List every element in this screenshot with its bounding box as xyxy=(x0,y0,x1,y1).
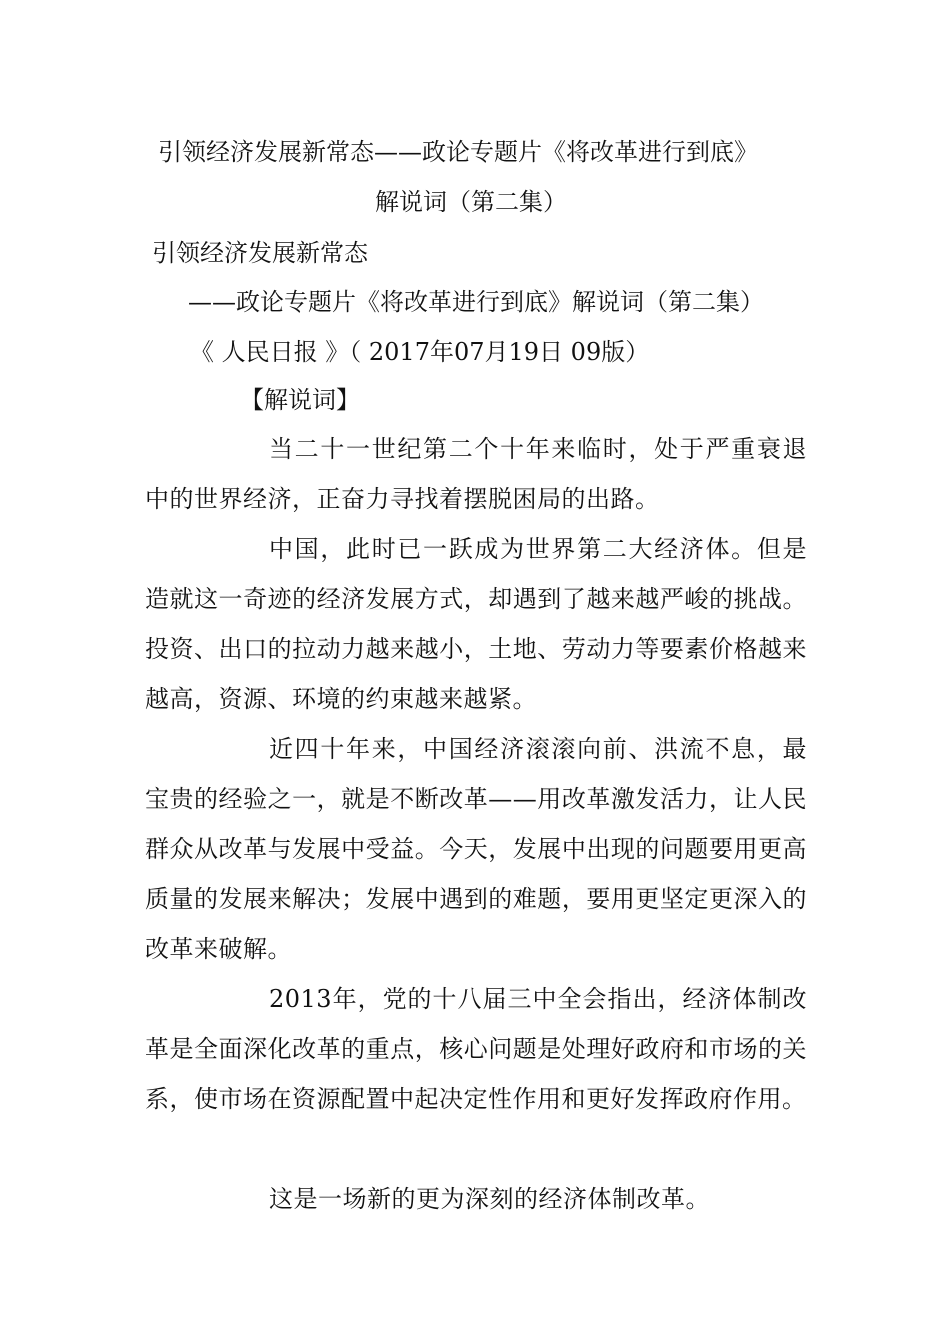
paragraph-3: 近四十年来，中国经济滚滚向前、洪流不息，最宝贵的经验之一，就是不断改革——用改革激发活力，让人民群众从改革与发展中受益。今天，发展中出现的问题要用更高质量的发展来解决；发展中遇到的难题，要用更坚定更深入的改革来破解。 xyxy=(145,735,807,963)
section-label: 【解说词】 xyxy=(240,386,360,414)
title-line-1: 引领经济发展新常态——政论专题片《将改革进行到底》 xyxy=(158,138,758,166)
title-line-2: 解说词（第二集） xyxy=(375,188,567,216)
paragraph-4: 2013年，党的十八届三中全会指出，经济体制改革是全面深化改革的重点，核心问题是处理好政府和市场的关系，使市场在资源配置中起决定性作用和更好发挥政府作用。 xyxy=(145,985,807,1113)
paragraph-1: 当二十一世纪第二个十年来临时，处于严重衰退中的世界经济，正奋力寻找着摆脱困局的出路。 xyxy=(145,435,807,513)
article-subheading: ——政论专题片《将改革进行到底》解说词（第二集） xyxy=(188,288,764,316)
article-heading: 引领经济发展新常态 xyxy=(152,239,368,267)
paragraph-5: 这是一场新的更为深刻的经济体制改革。 xyxy=(269,1185,710,1213)
source-line: 《 人民日报 》（ 2017年07月19日 09版） xyxy=(190,338,650,366)
paragraph-2: 中国，此时已一跃成为世界第二大经济体。但是造就这一奇迹的经济发展方式，却遇到了越来越严峻的挑战。投资、出口的拉动力越来越小，土地、劳动力等要素价格越来越高，资源、环境的约束越来越紧。 xyxy=(145,535,807,713)
